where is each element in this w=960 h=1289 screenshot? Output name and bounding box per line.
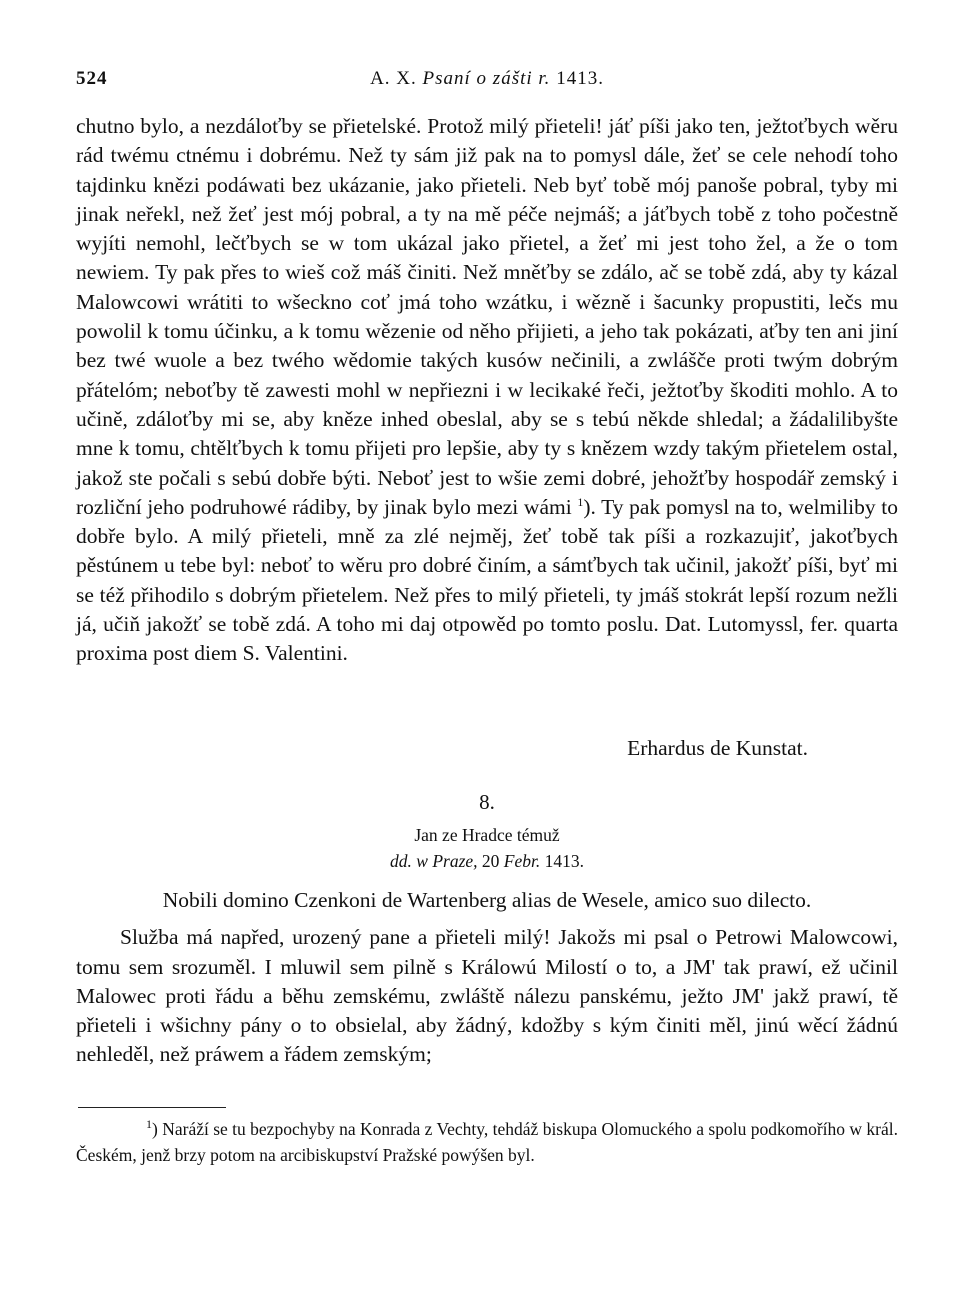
footnote: $^1$) Naráží se tu bezpochyby na Konrada z Vechty, tehdáž biskupa Olomuckého a spolu podkomořího w král. Českém, jenž brzy potom na arcibiskupství Pražské powýšen byl. (76, 1117, 899, 1165)
document-date-month: Febr. (503, 851, 541, 871)
letter (76, 886, 898, 1070)
document-heading-date (76, 848, 898, 874)
page-number: 524 (76, 68, 108, 89)
footnote-reference: 1 (577, 494, 584, 509)
letter-address: Nobili domino Czenkoni de Wartenberg alias de Wesele, amico suo dilecto. (162, 888, 812, 912)
running-title-series: A. X. (370, 68, 417, 89)
signature: Erhardus de Kunstat. (627, 736, 808, 760)
document-heading (76, 822, 898, 874)
footnote-text: Naráží se tu bezpochyby na Konrada z Vechty, tehdáž biskupa Olomuckého a spolu podkomořího w král. Českém, jenž brzy potom na arcibiskupství Pražské powýšen byl. (76, 1119, 899, 1165)
running-head (76, 68, 898, 98)
document-date-year: 1413. (544, 851, 584, 871)
document-date-day: 20 (481, 851, 500, 871)
continuation-letter (76, 112, 898, 669)
running-title-year: 1413. (556, 68, 604, 89)
book-page (76, 0, 898, 1289)
running-title-subject: Psaní o zášti r. (422, 68, 551, 89)
running-title (76, 68, 898, 90)
continuation-text-end: . Ty pak pomysl na to, welmiliby to dobře bylo. A milý přieteli, mně za zlé nejměj, žeť tobě tak píši a rozkazujiť, jakoťbych pěstúnem u tebe byl: neboť to wěru pro dobré činím, a sámťbych tak učinil, jakožť píši, byť mi se též přihodilo s dobrým přietelem. Než přes to milý přieteli, ty jmáš stokrát lepší rozum nežli já, učiň jakožť se tobě zdá. A toho mi daj otpowěd po tomto poslu. Dat. Lutomyssl, fer. quarta proxima post diem S. Valentini. (76, 494, 898, 666)
document-place: dd. w Praze, (390, 851, 478, 871)
footnote-mark: 1 (146, 1117, 152, 1132)
continuation-paragraph: chutno bylo, a nezdáloťby se přietelské. Protož milý přieteli! jáť píši jako ten, ježtoťbych wěru rád twému ctnému i dobrému. Než ty sám již pak na to pomysl dále, žeť se cele nehodí toho tajdinku knězi podáwati bez ukázanie, jako přieteli. Neb byť tobě mój panoše pobral, tyby mi jinak neřekl, než žeť jest mój pobral, a ty na mě péče nejmáš; a jáťbych tobě z toho počestně wyjíti nemohl, lečťbych se w tom ukázal jako přietel, a žeť mi jest toho žel, a že o tom newiem. Ty pak přes to wieš což máš činiti. Než mněťby se zdálo, ač se tobě zdá, aby ty kázal Malowcowi wrátiti to wšeckno coť jmá toho wzátku, i wězně i šacunky propustiti, lečs mu powolil k tomu účinku, a k tomu wězenie od něho přijieti, a jeho tak pokázati, aťby ten ani jiní bez twé wuole a bez twého wědomie takých kusów nečinili, a zwlášče proti twým dobrým přátelóm; neboťby tě zawesti mohl w nepřiezni i w lecikaké řeči, ježtoťby škoditi mohlo. A to učině, zdáloťby mi se, aby kněze inhed obeslal, aby se s tebú někde shledal; a žádalilibyšte mne k tomu, chtělťbych k tomu přijeti pro lepšie, aby ty s knězem wzdy takým přietelem ostal, jakož ste počali s sebú dobře býti. Neboť jest to wšie zemi dobré, jehožťby hospodář zemský i rozliční jeho podruhowé rádiby, by jinak bylo mezi wámi $^1$). Ty pak pomysl na to, welmiliby to dobře bylo. A milý přieteli, mně za zlé nejměj, žeť tobě tak píši a rozkazujiť, jakoťbych pěstúnem u tebe byl: neboť to wěru pro dobré činím, a sámťbych tak učinil, jakožť píši, byť mi se též přihodilo s dobrým přietelem. Než přes to milý přieteli, ty jmáš stokrát lepší rozum nežli já, učiň jakožť se tobě zdá. A toho mi daj otpowěd po tomto poslu. Dat. Lutomyssl, fer. quarta proxima post diem S. Valentini. (76, 114, 898, 666)
letter-body: Služba má napřed, urozený pane a přieteli milý! Jakožs mi psal o Petrowi Malowcowi, tomu sem srozuměl. I mluwil sem pilně s Králowú Milostí o to, a JM' tak prawí, ež učinil Malowec proti řádu a běhu zemskému, zwláště nálezu panskému, ježto JM' jakž prawí, tě přieteli i wšichny pány o to obsielal, aby žádný, kdožby s kým činiti měl, jinú wěcí žádnú nehleděl, než práwem a řádem zemským; (76, 925, 898, 1067)
footnote-divider (78, 1107, 226, 1108)
footnotes (76, 1116, 898, 1168)
document-number: 8. (479, 790, 495, 814)
document-heading-sender: Jan ze Hradce témuž (414, 825, 560, 845)
continuation-text: chutno bylo, a nezdáloťby se přietelské. Protož milý přieteli! jáť píši jako ten, ježtoťbych wěru rád twému ctnému i dobrému. Než ty sám již pak na to pomysl dále, žeť se cele nehodí toho tajdinku knězi podáwati bez ukázanie, jako přieteli. Neb byť tobě mój panoše pobral, tyby mi jinak neřekl, než žeť jest mój pobral, a ty na mě péče nejmáš; a jáťbych tobě z toho počestně wyjíti nemohl, lečťbych se w tom ukázal jako přietel, a žeť mi jest toho žel, a že o tom newiem. Ty pak přes to wieš což máš činiti. Než mněťby se zdálo, ač se tobě zdá, aby ty kázal Malowcowi wrátiti to wšeckno coť jmá toho wzátku, i wězně i šacunky propustiti, lečs mu powolil k tomu účinku, a k tomu wězenie od něho přijieti, a jeho tak pokázati, aťby ten ani jiní bez twé wuole a bez twého wědomie takých kusów nečinili, a zwlášče proti twým dobrým přátelóm; neboťby tě zawesti mohl w nepřiezni i w lecikaké řeči, ježtoťby škoditi mohlo. A to učině, zdáloťby mi se, aby kněze inhed obeslal, aby se s tebú někde shledal; a žádalilibyšte mne k tomu, chtělťbych k tomu přijeti pro lepšie, aby ty s knězem wzdy takým přietelem ostal, jakož ste počali s sebú dobře býti. Neboť jest to wšie zemi dobré, jehožťby hospodář zemský i rozliční jeho podruhowé rádiby, by jinak bylo mezi wámi (76, 114, 898, 519)
